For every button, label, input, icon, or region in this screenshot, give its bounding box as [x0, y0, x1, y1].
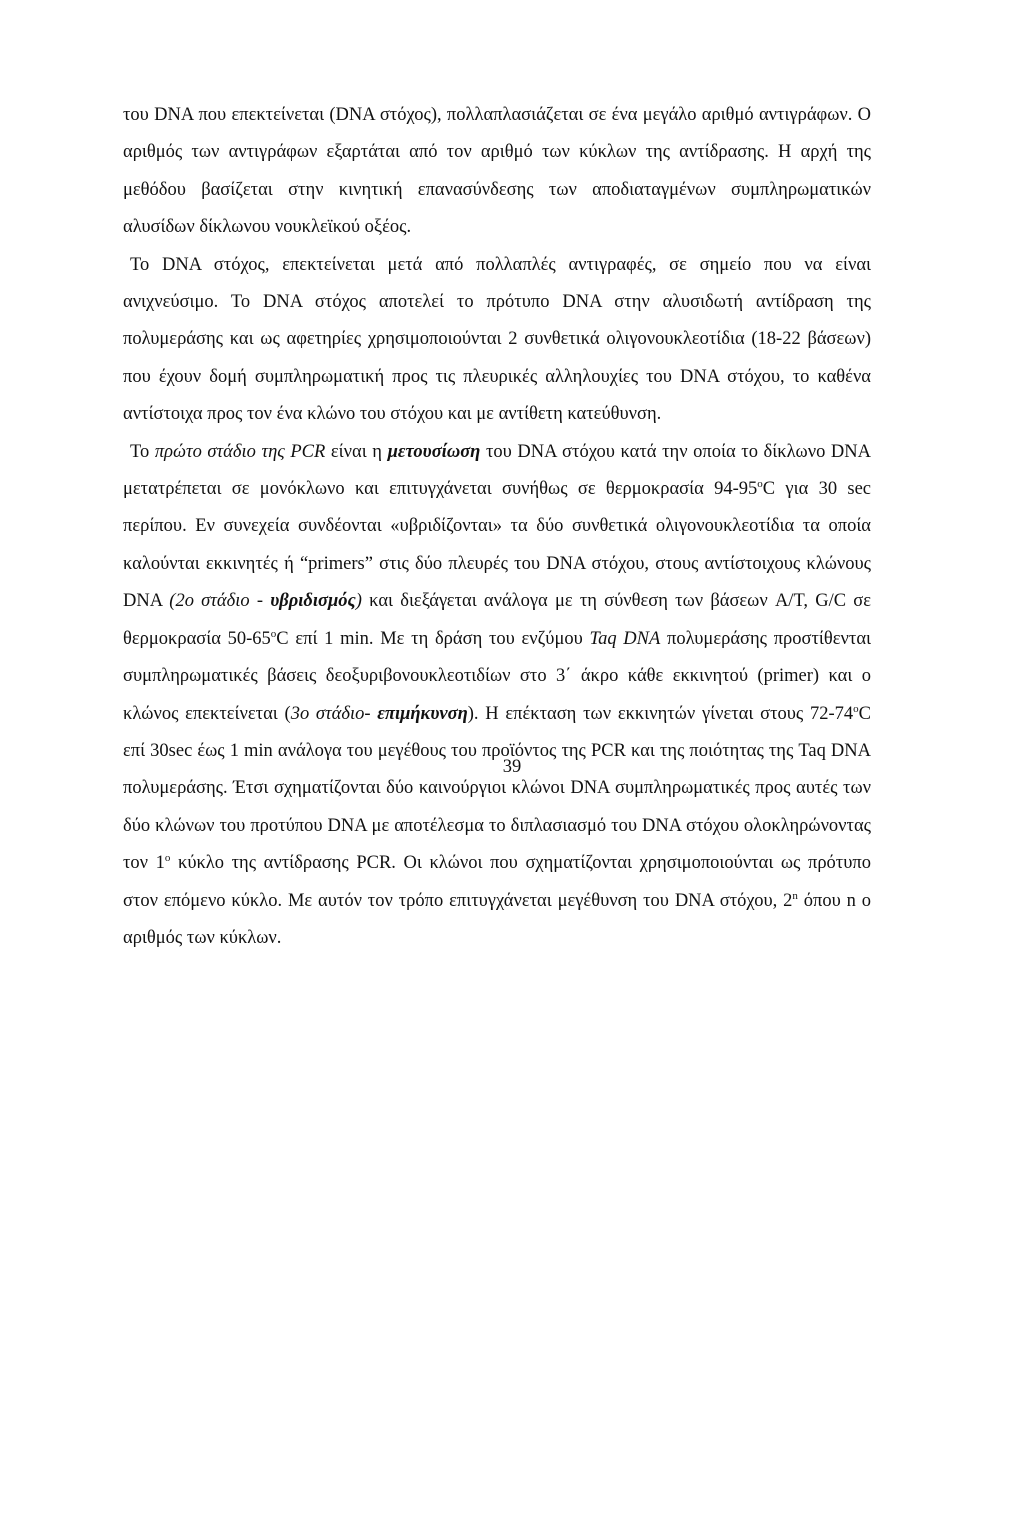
body-text	[123, 97, 871, 957]
text-run: και διεξάγεται ανάλογα με τη σύνθεση των βάσεων A/T, G/C σε θερμοκρασία 50-65	[123, 591, 872, 649]
text-run: του DNA στόχου κατά την οποία το δίκλωνο DNA μετατρέπεται σε μονόκλωνο και επιτυγχάνεται συνήθως σε θερμοκρασία 94-95	[123, 441, 872, 500]
text-run: όπου n ο αριθμός των κύκλων.	[123, 890, 871, 948]
degree-superscript: o	[757, 477, 763, 490]
paragraph-2: Το DNA στόχος, επεκτείνεται μετά από πολλαπλές αντιγραφές, σε σημείο που να είναι ανιχνεύσιμο. Το DNA στόχος αποτελεί το πρότυπο DNA στην αλυσιδωτή αντίδραση της πολυμεράσης και ως αφετηρίες χρησιμοποιούνται 2 συνθετικά ολιγονουκλεοτίδια (18-22 βάσεων) που έχουν δομή συμπληρωματική προς τις πλευρικές αλληλουχίες του DNA στόχου, το καθένα αντίστοιχα προς τον ένα κλώνο του στόχου και με αντίθετη κατεύθυνση.	[123, 254, 871, 425]
emphasis-third-stage: 3ο στάδιο-	[290, 703, 378, 724]
text-run: C επί 30sec έως 1 min ανάλογα του μεγέθους του προϊόντος της PCR και της ποιότητας της Taq DNA πολυμεράσης. Έτσι σχηματίζονται δύο καινούργιοι κλώνοι DNA συμπληρωματικές προς αυτές των δύο κλώνων του προτύπου DNA με αποτέλεσμα το διπλασιασμό του DNA στόχου ολοκληρώνοντας τον 1	[123, 703, 871, 874]
text-run: ). Η επέκταση των εκκινητών γίνεται στους 72-74	[467, 703, 854, 724]
text-run: C για 30 sec περίπου. Εν συνεχεία συνδέονται «υβριδίζονται» τα δύο συνθετικά ολιγονουκλεοτίδια τα οποία καλούνται εκκινητές ή “primers” στις δύο πλευρές του DNA στόχου, στους αντίστοιχους κλώνους DNA	[123, 479, 871, 612]
emphasis-hybridization: υβριδισμός	[270, 591, 356, 612]
text-run: πολυμεράσης προστίθενται συμπληρωματικές βάσεις δεοξυριβονουκλεοτιδίων στο 3΄ άκρο κάθε εκκινητού (primer) και ο κλώνος επεκτείνεται (	[123, 628, 872, 724]
emphasis-elongation: επιμήκυνση	[377, 703, 468, 724]
degree-superscript: o	[270, 627, 277, 640]
emphasis-second-stage: (2ο στάδιο -	[169, 591, 271, 612]
ordinal-superscript: o	[164, 851, 171, 864]
text-run: Το	[130, 441, 155, 462]
paragraph-1: του DNA που επεκτείνεται (DNA στόχος), πολλαπλασιάζεται σε ένα μεγάλο αριθμό αντιγράφων. Ο αριθμός των αντιγράφων εξαρτάται από τον αριθμό των κύκλων της αντίδρασης. Η αρχή της μεθόδου βασίζεται στην κινητική επανασύνδεσης των αποδιαταγμένων συμπληρωματικών αλυσίδων δίκλωνου νουκλεϊκού οξέος.	[123, 105, 871, 238]
emphasis-first-stage: πρώτο στάδιο της PCR	[154, 441, 326, 462]
emphasis-denaturation: μετουσίωση	[387, 441, 481, 462]
paragraph-3	[123, 434, 871, 958]
emphasis-taq-dna: Taq DNA	[589, 628, 661, 649]
exponent-superscript: n	[792, 889, 798, 902]
page-number: 39	[502, 757, 522, 777]
emphasis-close: )	[355, 591, 362, 612]
text-run: κύκλο της αντίδρασης PCR. Οι κλώνοι που σχηματίζονται χρησιμοποιούνται ως πρότυπο στον επόμενο κύκλο. Με αυτόν τον τρόπο επιτυγχάνεται μεγέθυνση του DNA στόχου, 2	[123, 853, 871, 911]
text-run: είναι η	[325, 441, 388, 462]
text-run: C επί 1 min. Με τη δράση του ενζύμου	[276, 628, 590, 649]
degree-superscript: o	[853, 702, 859, 715]
